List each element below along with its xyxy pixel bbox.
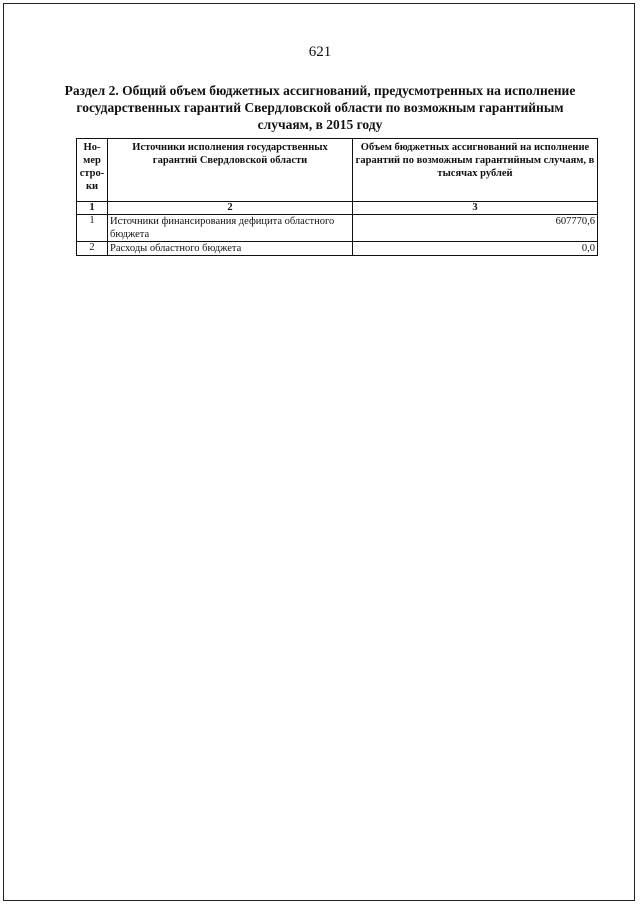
page-number: 621: [308, 44, 332, 60]
header-amount-label: Объем бюджетных ассигнований на исполнение гарантий по возможным гарантийным случаям, в тысячах рублей: [355, 142, 595, 179]
header-row-number: [77, 139, 108, 202]
section-title: Раздел 2. Общий объем бюджетных ассигнований, предусмотренных на исполнение государственных гарантий Свердловской области по возможным гарантийным случаям, в 2015 году: [64, 83, 576, 132]
table-header-row: [77, 139, 598, 202]
row-source: Расходы областного бюджета: [108, 242, 353, 256]
row-amount: 607770,6: [353, 215, 598, 242]
row-number: 2: [77, 242, 108, 256]
header-amount: [353, 139, 598, 202]
table-row: [77, 215, 598, 242]
column-number-row: [77, 202, 598, 215]
table-row: [77, 242, 598, 256]
header-sources-label: Источники исполнения государственных гарантий Свердловской области: [132, 142, 328, 166]
budget-allocations-table: [76, 138, 598, 256]
row-source: Источники финансирования дефицита областного бюджета: [108, 215, 353, 242]
header-sources: [108, 139, 353, 202]
column-number: 1: [77, 202, 108, 215]
row-number: 1: [77, 215, 108, 242]
row-amount: 0,0: [353, 242, 598, 256]
header-row-number-label: Но-мер стро-ки: [79, 142, 105, 192]
column-number: 2: [108, 202, 353, 215]
column-number: 3: [353, 202, 598, 215]
